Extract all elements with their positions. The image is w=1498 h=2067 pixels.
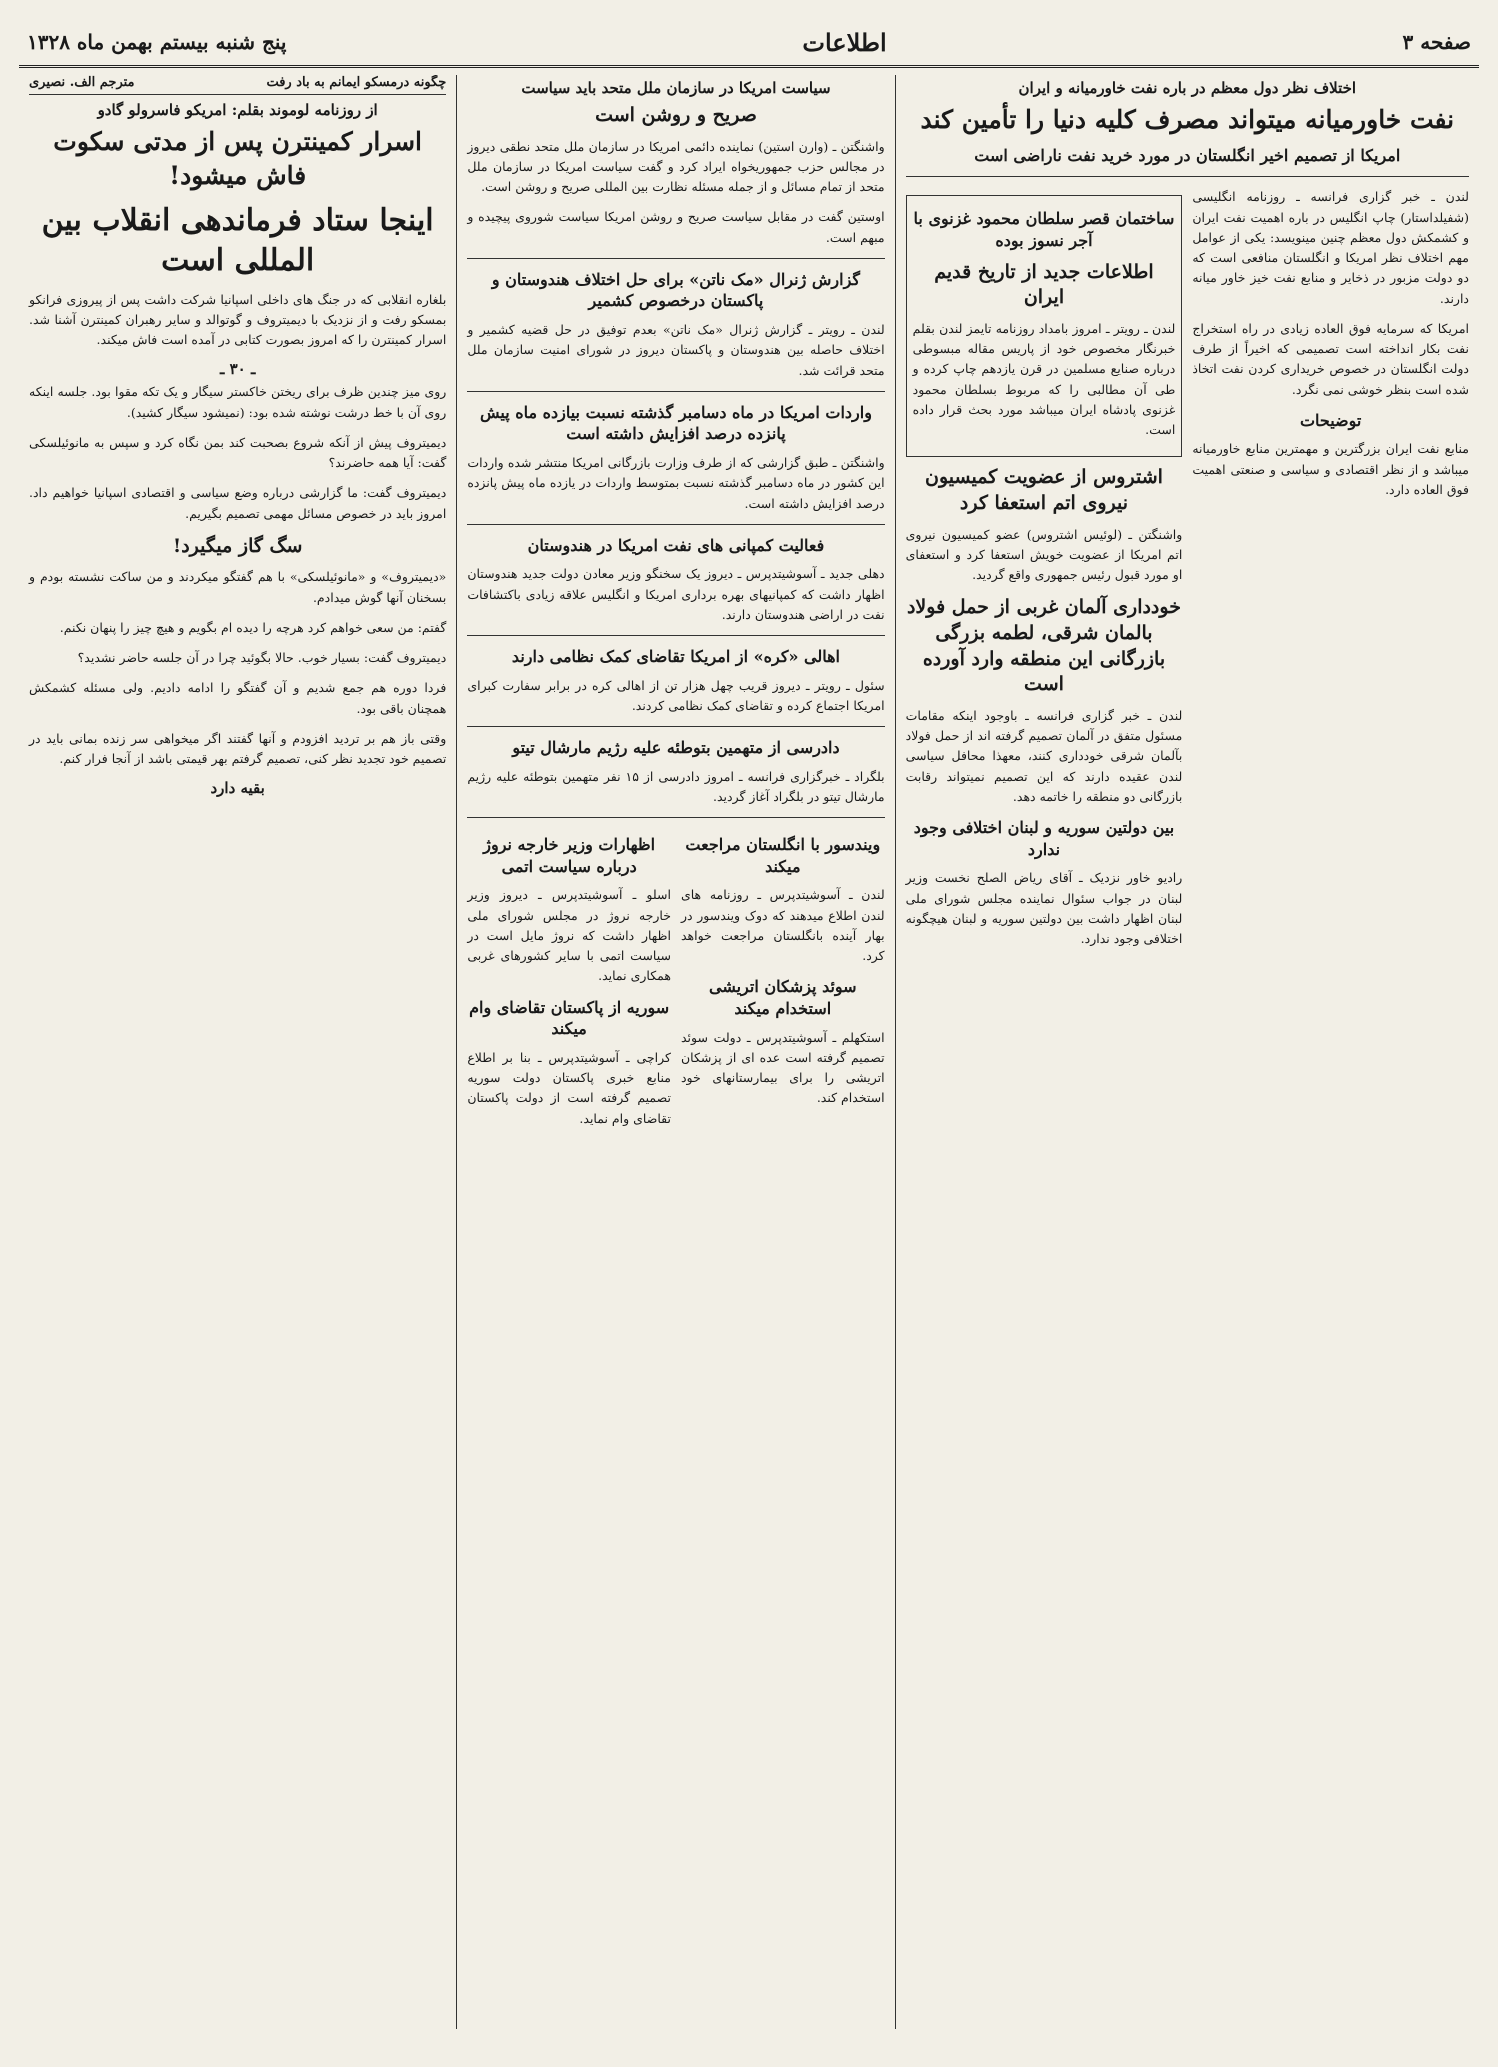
serial-body-3: دیمیتروف گفت: ما گزارشی درباره وضع سیاسی و اقتصادی اسپانیا خواهیم داد. امروز باید در خصوص مسائل مهمی تصمیم بگیریم. bbox=[29, 485, 447, 521]
divider bbox=[467, 391, 884, 392]
divider bbox=[467, 524, 884, 525]
tito-headline: دادرسی از متهمین بتوطئه علیه رژیم مارشال تیتو bbox=[512, 738, 840, 758]
kashmir-body: لندن ـ رویتر ـ گزارش ژنرال «مک ناتن» بعدم توفیق در حل قضیه کشمیر و اختلاف حاصله بین هندوستان و پاکستان دیروز در شورای امنیت سازمان ملل متحد قرائت شد. bbox=[467, 322, 885, 378]
masthead bbox=[19, 19, 1479, 68]
column-oil bbox=[895, 75, 1479, 2029]
imports-body: واشنگتن ـ طبق گزارشی که از طرف وزارت بازرگانی امریکا منتشر شده واردات این کشور در ماه دسامبر گذشته نسبت بمتوسط واردات در یازده ماه پیش پانزده درصد افزایش داشته است. bbox=[467, 455, 885, 511]
strauss-headline: اشتروس از عضویت کمیسیون نیروی اتم استعفا کرد bbox=[925, 466, 1163, 514]
columns bbox=[19, 75, 1479, 2029]
column-world-news bbox=[456, 75, 894, 2029]
korea-body: سئول ـ رویتر ـ دیروز قریب چهل هزار تن از اهالی کره در برابر سفارت کبرای امریکا اجتماع کرده و تقاضای کمک نظامی کردند. bbox=[467, 677, 885, 713]
serial-byline bbox=[29, 75, 446, 95]
divider bbox=[467, 817, 884, 818]
serial-body-5: گفتم: من سعی خواهم کرد هرچه را دیده ام بگویم و هیچ چیز را پنهان نکنم. bbox=[59, 619, 447, 635]
un-body-2: اوستین گفت در مقابل سیاست صریح و روشن امریکا سیاست شوروی پیچیده و مبهم است. bbox=[467, 209, 885, 245]
serial-headline-1: اسرار کمینترن پس از مدتی سکوت فاش میشود! bbox=[53, 127, 423, 190]
ghaznavi-headline: ساختمان قصر سلطان محمود غزنوی با آجر نسوز بوده bbox=[913, 209, 1175, 250]
kashmir-headline: گزارش ژنرال «مک ناتن» برای حل اختلاف هندوستان و پاکستان درخصوص کشمیر bbox=[491, 269, 861, 311]
ghaznavi-box bbox=[906, 195, 1183, 457]
serial-subhead: سگ گاز میگیرد! bbox=[172, 534, 303, 557]
oil-body-1: لندن ـ خبر گزاری فرانسه ـ روزنامه انگلیسی (شفیلداستار) چاپ انگلیس در باره اهمیت نفت ایران و کشمکش دول معظم چنین مینویسد: یکی از عوامل مهم اختلاف نظر امریکا و انگلستان منافعی است که دو دولت مزبور در ذخایر و منابع نفت خیز خاور میانه دارند. bbox=[1192, 189, 1469, 306]
serial-kicker: چگونه درمسکو ایمانم به باد رفت bbox=[266, 75, 447, 90]
serial-body-6: دیمیتروف گفت: بسیار خوب. حالا بگوئید چرا در آن جلسه حاضر نشدید؟ bbox=[77, 650, 447, 666]
divider bbox=[467, 635, 884, 636]
bottom-briefs bbox=[467, 828, 884, 1139]
serial-body-1: روی میز چندین ظرف برای ریختن خاکستر سیگار و یک تکه مقوا بود. جلسه اینکه روی آن با خط درشت نوشته شده بود: (نمیشود سیگار کشید). bbox=[29, 384, 447, 420]
sweden-headline: سوئد پزشکان اتریشی استخدام میکند bbox=[708, 977, 857, 1019]
serial-body-4: «دیمیتروف» و «مانوئیلسکی» با هم گفتگو میکردند و من ساکت نشسته بودم و بسخنان آنها گوش میدادم. bbox=[29, 569, 447, 605]
syria-lebanon-body: رادیو خاور نزدیک ـ آقای ریاض الصلح نخست وزیر لبنان در جواب سئوال نماینده مجلس شورای ملی لبنان اظهار داشت بین دولتین سوریه و لبنان هیچگونه اختلافی وجود ندارد. bbox=[905, 870, 1183, 947]
explanation-headline: توضیحات bbox=[1299, 410, 1362, 430]
oil-subhead: امریکا از تصمیم اخیر انگلستان در مورد خرید نفت ناراضی است bbox=[974, 145, 1401, 165]
windsor-body: لندن ـ آسوشیتدپرس ـ روزنامه های لندن اطلاع میدهند که دوک ویندسور در بهار آینده بانگلستان مراجعت خواهد کرد. bbox=[680, 887, 885, 964]
oil-body-2: امریکا که سرمایه فوق العاده زیادی در راه استخراج نفت بکار انداخته است تصمیمی که اخیراً از طرف دولت انگلستان در خصوص خریداری کردن نفت اتخاذ شده است بنظر خوشی نمی نگرد. bbox=[1192, 320, 1469, 397]
divider bbox=[467, 726, 884, 727]
column-comintern bbox=[19, 75, 456, 2029]
divider bbox=[467, 258, 884, 259]
imports-headline: واردات امریکا در ماه دسامبر گذشته نسبت بیازده ماه پیش پانزده درصد افزایش داشته است bbox=[479, 402, 872, 444]
serial-intro: بلغاره انقلابی که در جنگ های داخلی اسپانیا شرکت داشت پس از پیروزی فرانکو بمسکو رفت و از نزدیک با دیمیتروف و گوتوالد و سایر رهبران کمینترن آشنا شد. اسرار کمینترن را که امروز بصورت کتابی در آمده است فاش میکند. bbox=[29, 291, 447, 347]
korea-headline: اهالی «کره» از امریکا تقاضای کمک نظامی دارند bbox=[511, 647, 840, 667]
serial-body-8: وقتی باز هم بر تردید افزودم و آنها گفتند اگر میخواهی سر زنده بمانی باید در تصمیم خود تجدید نظر کنی، تصمیم گرفتم بهر قیمتی باشد از آنجا فرار کنم. bbox=[29, 730, 447, 767]
windsor-headline: ویندسور با انگلستان مراجعت میکند bbox=[685, 835, 881, 876]
serial-section-number: ـ ۳۰ ـ bbox=[219, 360, 256, 379]
germany-steel-headline: خودداری آلمان غربی از حمل فولاد بالمان شرقی، لطمه بزرگی بازرگانی این منطقه وارد آورده است bbox=[906, 596, 1181, 696]
syria-pakistan-body: کراچی ـ آسوشیتدپرس ـ بنا بر اطلاع منابع خبری پاکستان دولت سوریه تصمیم گرفته است از دولت پاکستان تقاضای وام نماید. bbox=[467, 1049, 671, 1126]
syria-lebanon-headline: بین دولتین سوریه و لبنان اختلافی وجود ندارد bbox=[913, 818, 1175, 859]
oil-kicker: اختلاف نظر دول معظم در باره نفت خاورمیانه و ایران bbox=[1018, 79, 1357, 97]
serial-body-7: فردا دوره هم جمع شدیم و آن گفتگو را ادامه دادیم. ولی مسئله کشمکش همچنان باقی بود. bbox=[29, 680, 447, 716]
syria-pakistan-headline: سوریه از پاکستان تقاضای وام میکند bbox=[469, 997, 670, 1039]
serial-source: از روزنامه لوموند بقلم: امریکو فاسرولو گادو bbox=[97, 101, 378, 119]
divider bbox=[906, 176, 1469, 177]
un-body-1: واشنگتن ـ (وارن استین) نماینده دائمی امریکا در سازمان ملل متحد نطقی دیروز در مجالس حزب جمهوریخواه ایراد کرد و گفت سیاست امریکا در سازمان ملل متحد از تمام مسائل و از جمله مسئله نظارت بین المللی صریح و روشن است. bbox=[467, 138, 885, 195]
explanation-body: منابع نفت ایران بزرگترین و مهمترین منابع خاورمیانه میباشد و از نظر اقتصادی و سیاسی و صنعتی اهمیت فوق العاده دارد. bbox=[1192, 441, 1469, 497]
un-kicker: سیاست امریکا در سازمان ملل متحد باید سیاست bbox=[521, 79, 831, 97]
oil-body-columns bbox=[906, 187, 1469, 959]
issue-date: پنج شنبه بیستم بهمن ماه ۱۳۲۸ bbox=[27, 30, 287, 54]
strauss-body: واشنگتن ـ (لوئیس اشتروس) عضو کمیسیون نیروی اتم امریکا از عضویت خویش استعفا کرد و استعفای او مورد قبول رئیس جمهوری واقع گردید. bbox=[905, 526, 1183, 583]
ghaznavi-subhead: اطلاعات جدید از تاریخ قدیم ایران bbox=[934, 260, 1154, 309]
translator: مترجم الف. نصیری bbox=[29, 75, 135, 90]
norway-body: اسلو ـ آسوشیتدپرس ـ دیروز وزیر خارجه نروژ در مجلس شورای ملی اظهار داشت که نروژ مایل است در سیاست اتمی با سایر کشورهای غربی همکاری نماید. bbox=[467, 887, 671, 984]
serial-headline-2: اینجا ستاد فرماندهی انقلاب بین المللی است bbox=[41, 202, 434, 278]
germany-steel-body: لندن ـ خبر گزاری فرانسه ـ باوجود اینکه مقامات مسئول متفق در آلمان تصمیم گرفته اند از حمل فولاد بآلمان شرقی خودداری کنند، معهذا محافل سیاسی لندن عقیده دارند که این تصمیم نمیتواند رقابت بازرگانی دو منطقه را خاتمه دهد. bbox=[905, 707, 1183, 804]
serial-continued: بقیه دارد bbox=[210, 779, 265, 798]
newspaper-page bbox=[19, 19, 1479, 2029]
oil-india-body: دهلی جدید ـ آسوشیتدپرس ـ دیروز یک سخنگو وزیر معادن دولت جدید هندوستان اظهار داشت که کمپانیهای بهره برداری امریکا و انگلیس علاقه زیادی باکتشافات نفت در اراضی هندوستان دارند. bbox=[467, 566, 885, 622]
page-number: صفحه ۳ bbox=[1402, 30, 1471, 54]
norway-headline: اظهارات وزیر خارجه نروژ درباره سیاست اتمی bbox=[483, 835, 656, 876]
sweden-body: استکهلم ـ آسوشیتدپرس ـ دولت سوئد تصمیم گرفته است عده ای از پزشکان اتریشی را برای بیمارستانهای خود استخدام کند. bbox=[680, 1029, 885, 1106]
oil-india-headline: فعالیت کمپانی های نفت امریکا در هندوستان bbox=[527, 535, 825, 555]
serial-body-2: دیمیتروف پیش از آنکه شروع بصحبت کند بمن نگاه کرد و سپس به مانوئیلسکی گفت: آیا همه حاضرند؟ bbox=[29, 434, 447, 470]
oil-headline: نفت خاورمیانه میتواند مصرف کلیه دنیا را تأمین کند bbox=[920, 105, 1455, 134]
ghaznavi-body: لندن ـ رویتر ـ امروز بامداد روزنامه تایمز لندن بقلم خبرنگار مخصوص خود از پاریس مقاله مبسوطی درباره صنایع مسلمین در قرن یازدهم چاپ کرده و طی آن مطالبی را که مربوط بسلطان محمود غزنوی پادشاه ایران میباشد مورد بحث قرار داده است. bbox=[912, 320, 1176, 438]
paper-name: اطلاعات bbox=[802, 27, 887, 57]
un-headline: صریح و روشن است bbox=[595, 104, 757, 126]
tito-body: بلگراد ـ خبرگزاری فرانسه ـ امروز دادرسی از ۱۵ نفر متهمین بتوطئه علیه رژیم مارشال تیتو در بلگراد آغاز گردید. bbox=[467, 768, 885, 805]
